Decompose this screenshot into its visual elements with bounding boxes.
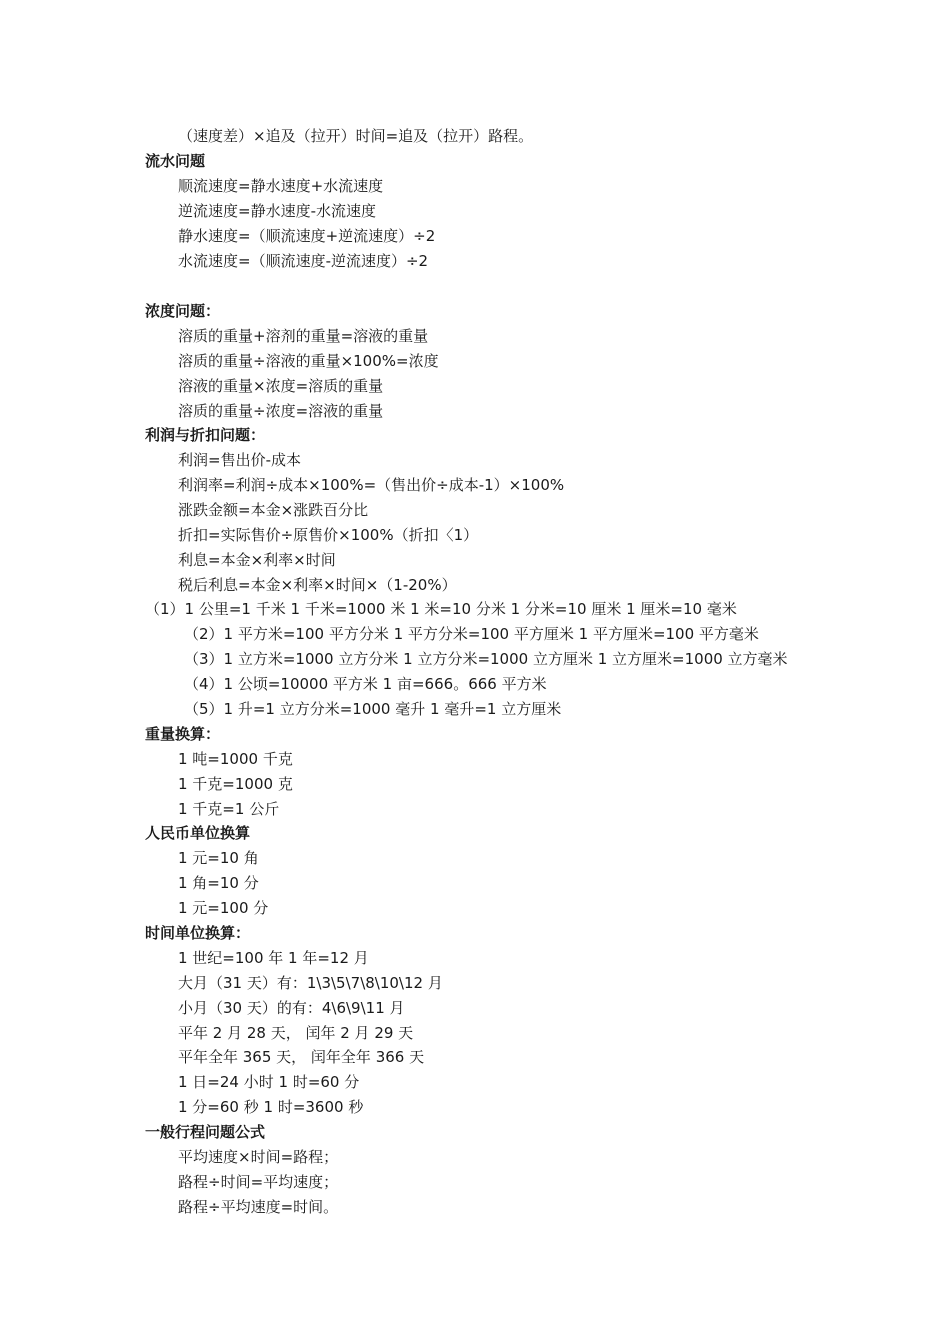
unit-conversion-line: （4）1 公顷=10000 平方米 1 亩=666。666 平方米 xyxy=(184,675,547,693)
text-line: （速度差）×追及（拉开）时间=追及（拉开）路程。 xyxy=(178,127,534,145)
text-line: 平年全年 365 天， 闰年全年 366 天 xyxy=(178,1048,425,1066)
section-heading-liushui: 流水问题 xyxy=(145,152,206,170)
section-heading-lirun: 利润与折扣问题： xyxy=(145,426,266,444)
text-line: 溶质的重量÷浓度=溶液的重量 xyxy=(178,402,384,420)
text-line: 小月（30 天）的有：4\6\9\11 月 xyxy=(178,999,405,1017)
text-line: 1 元=100 分 xyxy=(178,899,269,917)
section-heading-xingcheng: 一般行程问题公式 xyxy=(145,1123,266,1141)
section-heading-zhongliang: 重量换算： xyxy=(145,725,221,743)
text-line: 平均速度×时间=路程； xyxy=(178,1148,339,1166)
text-line: 1 吨=1000 千克 xyxy=(178,750,293,768)
text-line: 1 分=60 秒 1 时=3600 秒 xyxy=(178,1098,364,1116)
text-line: 利润率=利润÷成本×100%=（售出价÷成本-1）×100% xyxy=(178,476,565,494)
text-line: 溶液的重量×浓度=溶质的重量 xyxy=(178,377,384,395)
text-line: 1 日=24 小时 1 时=60 分 xyxy=(178,1073,360,1091)
unit-conversion-line: （3）1 立方米=1000 立方分米 1 立方分米=1000 立方厘米 1 立方厘米=1000 立方毫米 xyxy=(184,650,788,668)
text-line: 1 元=10 角 xyxy=(178,849,259,867)
text-line: 1 千克=1000 克 xyxy=(178,775,293,793)
section-heading-shijian: 时间单位换算： xyxy=(145,924,251,942)
text-line: 1 千克=1 公斤 xyxy=(178,800,280,818)
unit-conversion-line: （2）1 平方米=100 平方分米 1 平方分米=100 平方厘米 1 平方厘米=100 平方毫米 xyxy=(184,625,759,643)
unit-conversion-line: （5）1 升=1 立方分米=1000 毫升 1 毫升=1 立方厘米 xyxy=(184,700,562,718)
text-line: 路程÷时间=平均速度； xyxy=(178,1173,339,1191)
text-line: 1 角=10 分 xyxy=(178,874,259,892)
text-line: 静水速度=（顺流速度+逆流速度）÷2 xyxy=(178,227,436,245)
unit-conversion-line: （1）1 公里=1 千米 1 千米=1000 米 1 米=10 分米 1 分米=10 厘米 1 厘米=10 毫米 xyxy=(145,600,737,618)
text-line: 大月（31 天）有：1\3\5\7\8\10\12 月 xyxy=(178,974,443,992)
text-line: 平年 2 月 28 天， 闰年 2 月 29 天 xyxy=(178,1024,414,1042)
section-heading-renminbi: 人民币单位换算 xyxy=(145,824,251,842)
text-line: 涨跌金额=本金×涨跌百分比 xyxy=(178,501,369,519)
text-line: 折扣=实际售价÷原售价×100%（折扣〈1） xyxy=(178,526,479,544)
text-line: 利息=本金×利率×时间 xyxy=(178,551,336,569)
text-line: 顺流速度=静水速度+水流速度 xyxy=(178,177,384,195)
text-line: 水流速度=（顺流速度-逆流速度）÷2 xyxy=(178,252,429,270)
text-line: 税后利息=本金×利率×时间×（1-20%） xyxy=(178,576,457,594)
text-line: 逆流速度=静水速度-水流速度 xyxy=(178,202,376,220)
text-line: 溶质的重量÷溶液的重量×100%=浓度 xyxy=(178,352,439,370)
text-line: 溶质的重量+溶剂的重量=溶液的重量 xyxy=(178,327,429,345)
text-line: 1 世纪=100 年 1 年=12 月 xyxy=(178,949,369,967)
text-line: 利润=售出价-成本 xyxy=(178,451,301,469)
section-heading-nongdu: 浓度问题： xyxy=(145,302,221,320)
text-line: 路程÷平均速度=时间。 xyxy=(178,1198,339,1216)
